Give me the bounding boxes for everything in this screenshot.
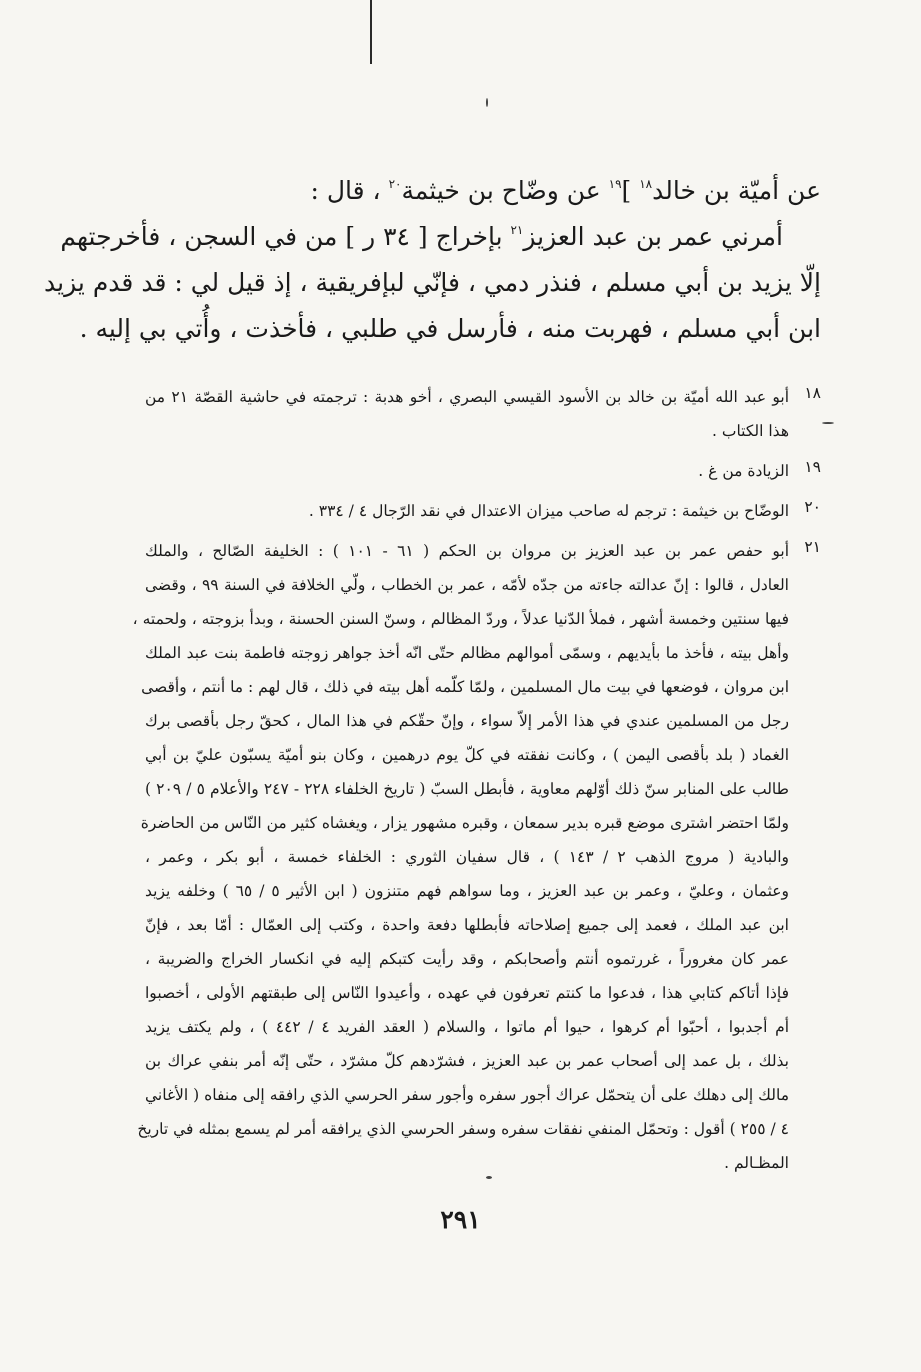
footnote — [145, 494, 821, 528]
footnote-line: أم أجدبوا ، أحبّوا أم كرهوا ، حيوا أم ماتوا ، والسلام ( العقد الفريد ٤ / ٤٤٢ ) ، ولم يكتف يزيد — [145, 1018, 789, 1036]
footnote-line: طالب على المنابر سنّ ذلك أوّلهم معاوية ، فأبطل السبّ ( تاريخ الخلفاء ٢٢٨ - ٢٤٧ والأعلام ٥ / ٢٠٩ ) — [145, 780, 789, 798]
footnote-body — [145, 494, 789, 528]
gutter-line — [370, 0, 372, 64]
footnote-body — [145, 454, 789, 488]
footnote-line: مالك إلى دهلك على أن يتحمّل عراك أجور سفره وأجور سفر الحرسي الذي رافقه إلى منفاه ( الأغاني — [145, 1086, 789, 1104]
footnote-line: وأهل بيته ، فأخذ ما بأيديهم ، وسمّى أموالهم مظالم حتّى انّه أخذ جواهر زوجته فاطمة بنت عبد الملك — [145, 644, 789, 662]
footnotes — [132, 380, 821, 1186]
footnote-line: أبو حفص عمر بن عبد العزيز بن مروان بن الحكم ( ٦١ - ١٠١ ) : الخليفة الصّالح ، والملك — [145, 542, 790, 560]
footnote-line: المظـالم . — [724, 1154, 789, 1172]
footnote-line: ٤ / ٢٥٥ ) أقول : وتحمّل المنفي نفقات سفره وسفر الحرسي الذي يرافقه أمر لم يسمع بمثله في تاريخ — [137, 1120, 789, 1138]
footnote-line: وعثمان ، وعليّ ، وعمر بن عبد العزيز ، وما سواهم فهم متنزون ( ابن الأثير ٥ / ٦٥ ) وخلفه يزيد — [145, 882, 789, 900]
footnote-number: ٢١ — [804, 538, 821, 556]
footnote-line: بذلك ، بل عمد إلى أصحاب عمر بن عبد العزيز ، فشرّدهم كلّ مشرّد ، حتّى إنّه أمر بنفي عراك بن — [145, 1052, 789, 1070]
footnote-number: ١٩ — [804, 458, 821, 476]
footnote-number: ١٨ — [804, 384, 821, 402]
footnote-number: ٢٠ — [804, 498, 821, 516]
footnote-line: ابن مروان ، فوضعها في بيت مال المسلمين ، ولمّا كلّمه أهل بيته في ذلك ، قال لهم : ما أنتم ، وأقصى — [141, 678, 789, 696]
footnote — [145, 454, 821, 488]
footnote-body — [132, 534, 790, 1180]
speck — [486, 98, 488, 107]
footnote-line: الوضّاح بن خيثمة : ترجم له صاحب ميزان الاعتدال في نقد الرّجال ٤ / ٣٣٤ . — [308, 502, 789, 520]
speck — [822, 422, 834, 424]
footnote-line: رجل من المسلمين عندي في هذا الأمر إلاّ سواء ، وإنّ حقّكم في هذا المال ، كحقّ رجل بأقصى برك — [145, 712, 789, 730]
footnote-line: والبادية ( مروج الذهب ٢ / ١٤٣ ) ، قال سفيان الثوري : الخلفاء خمسة ، أبو بكر ، وعمر ، — [145, 848, 789, 866]
main-line-4: ابن أبي مسلم ، فهربت منه ، فأرسل في طلبي ، فأخذت ، وأُتي بي إليه . — [79, 314, 821, 343]
footnote-line: أبو عبد الله أميّة بن خالد بن الأسود القيسي البصري ، أخو هدبة : ترجمته في حاشية القصّة ٢١ من — [145, 388, 790, 406]
footnote — [132, 534, 821, 1180]
main-text — [44, 168, 821, 352]
footnote-line: فيها سنتين وخمسة أشهر ، فملأ الدّنيا عدلاً ، وردّ المظالم ، وسنّ السنن الحسنة ، وبدأ بزوجته ، ولحمته ، — [132, 610, 789, 628]
footnote-line: فإذا أتاكم كتابي هذا ، فدعوا ما كنتم تعرفون في عهده ، وأعيدوا النّاس إلى طبقتهم الأولى ، أخصبوا — [145, 984, 789, 1002]
footnote-line: ولمّا احتضر اشترى موضع قبره بدير سمعان ، وقبره مشهور يزار ، ويغشاه كثير من النّاس من الحاضرة — [140, 814, 789, 832]
main-line-2: أمرني عمر بن عبد العزيز$^{٢١}$ بإخراج [ ٣٤ ر ] من في السجن ، فأخرجتهم — [60, 222, 783, 251]
footnote-line: الزيادة من غ . — [698, 462, 789, 480]
footnote-line: عمر كان مغروراً ، غررتموه أنتم وأصحابكم ، وقد رأيت كتبكم إليه في انكسار الخراج والضريبة ، — [145, 950, 789, 968]
page-number: ٢٩١ — [440, 1205, 481, 1234]
main-line-3: إلّا يزيد بن أبي مسلم ، فنذر دمي ، فإنّي لبإفريقية ، إذ قيل لي : قد قدم يزيد — [44, 268, 821, 297]
footnote-line: الغماد ( بلد بأقصى اليمن ) ، وكانت نفقته في كلّ يوم درهمين ، وكان بنو أميّة يسبّون عليّ بن أبي — [145, 746, 789, 764]
footnote-line: العادل ، قالوا : إنّ عدالته جاءته من جدّه لأمّه ، عمر بن الخطاب ، ولّي الخلافة في السنة ٩٩ ، وقضى — [145, 576, 789, 594]
main-line-1: عن أميّة بن خالد$^{١٨}$ ]$^{١٩}$ عن وضّاح بن خيثمة$^{٢٠}$ ، قال : — [310, 176, 821, 205]
footnote — [145, 380, 821, 448]
footnote-body — [145, 380, 789, 448]
footnote-line: هذا الكتاب . — [712, 422, 789, 440]
footnote-line: ابن عبد الملك ، فعمد إلى جميع إصلاحاته فأبطلها دفعة واحدة ، وكتب إلى العمّال : أمّا بعد ، فإنّ — [145, 916, 789, 934]
